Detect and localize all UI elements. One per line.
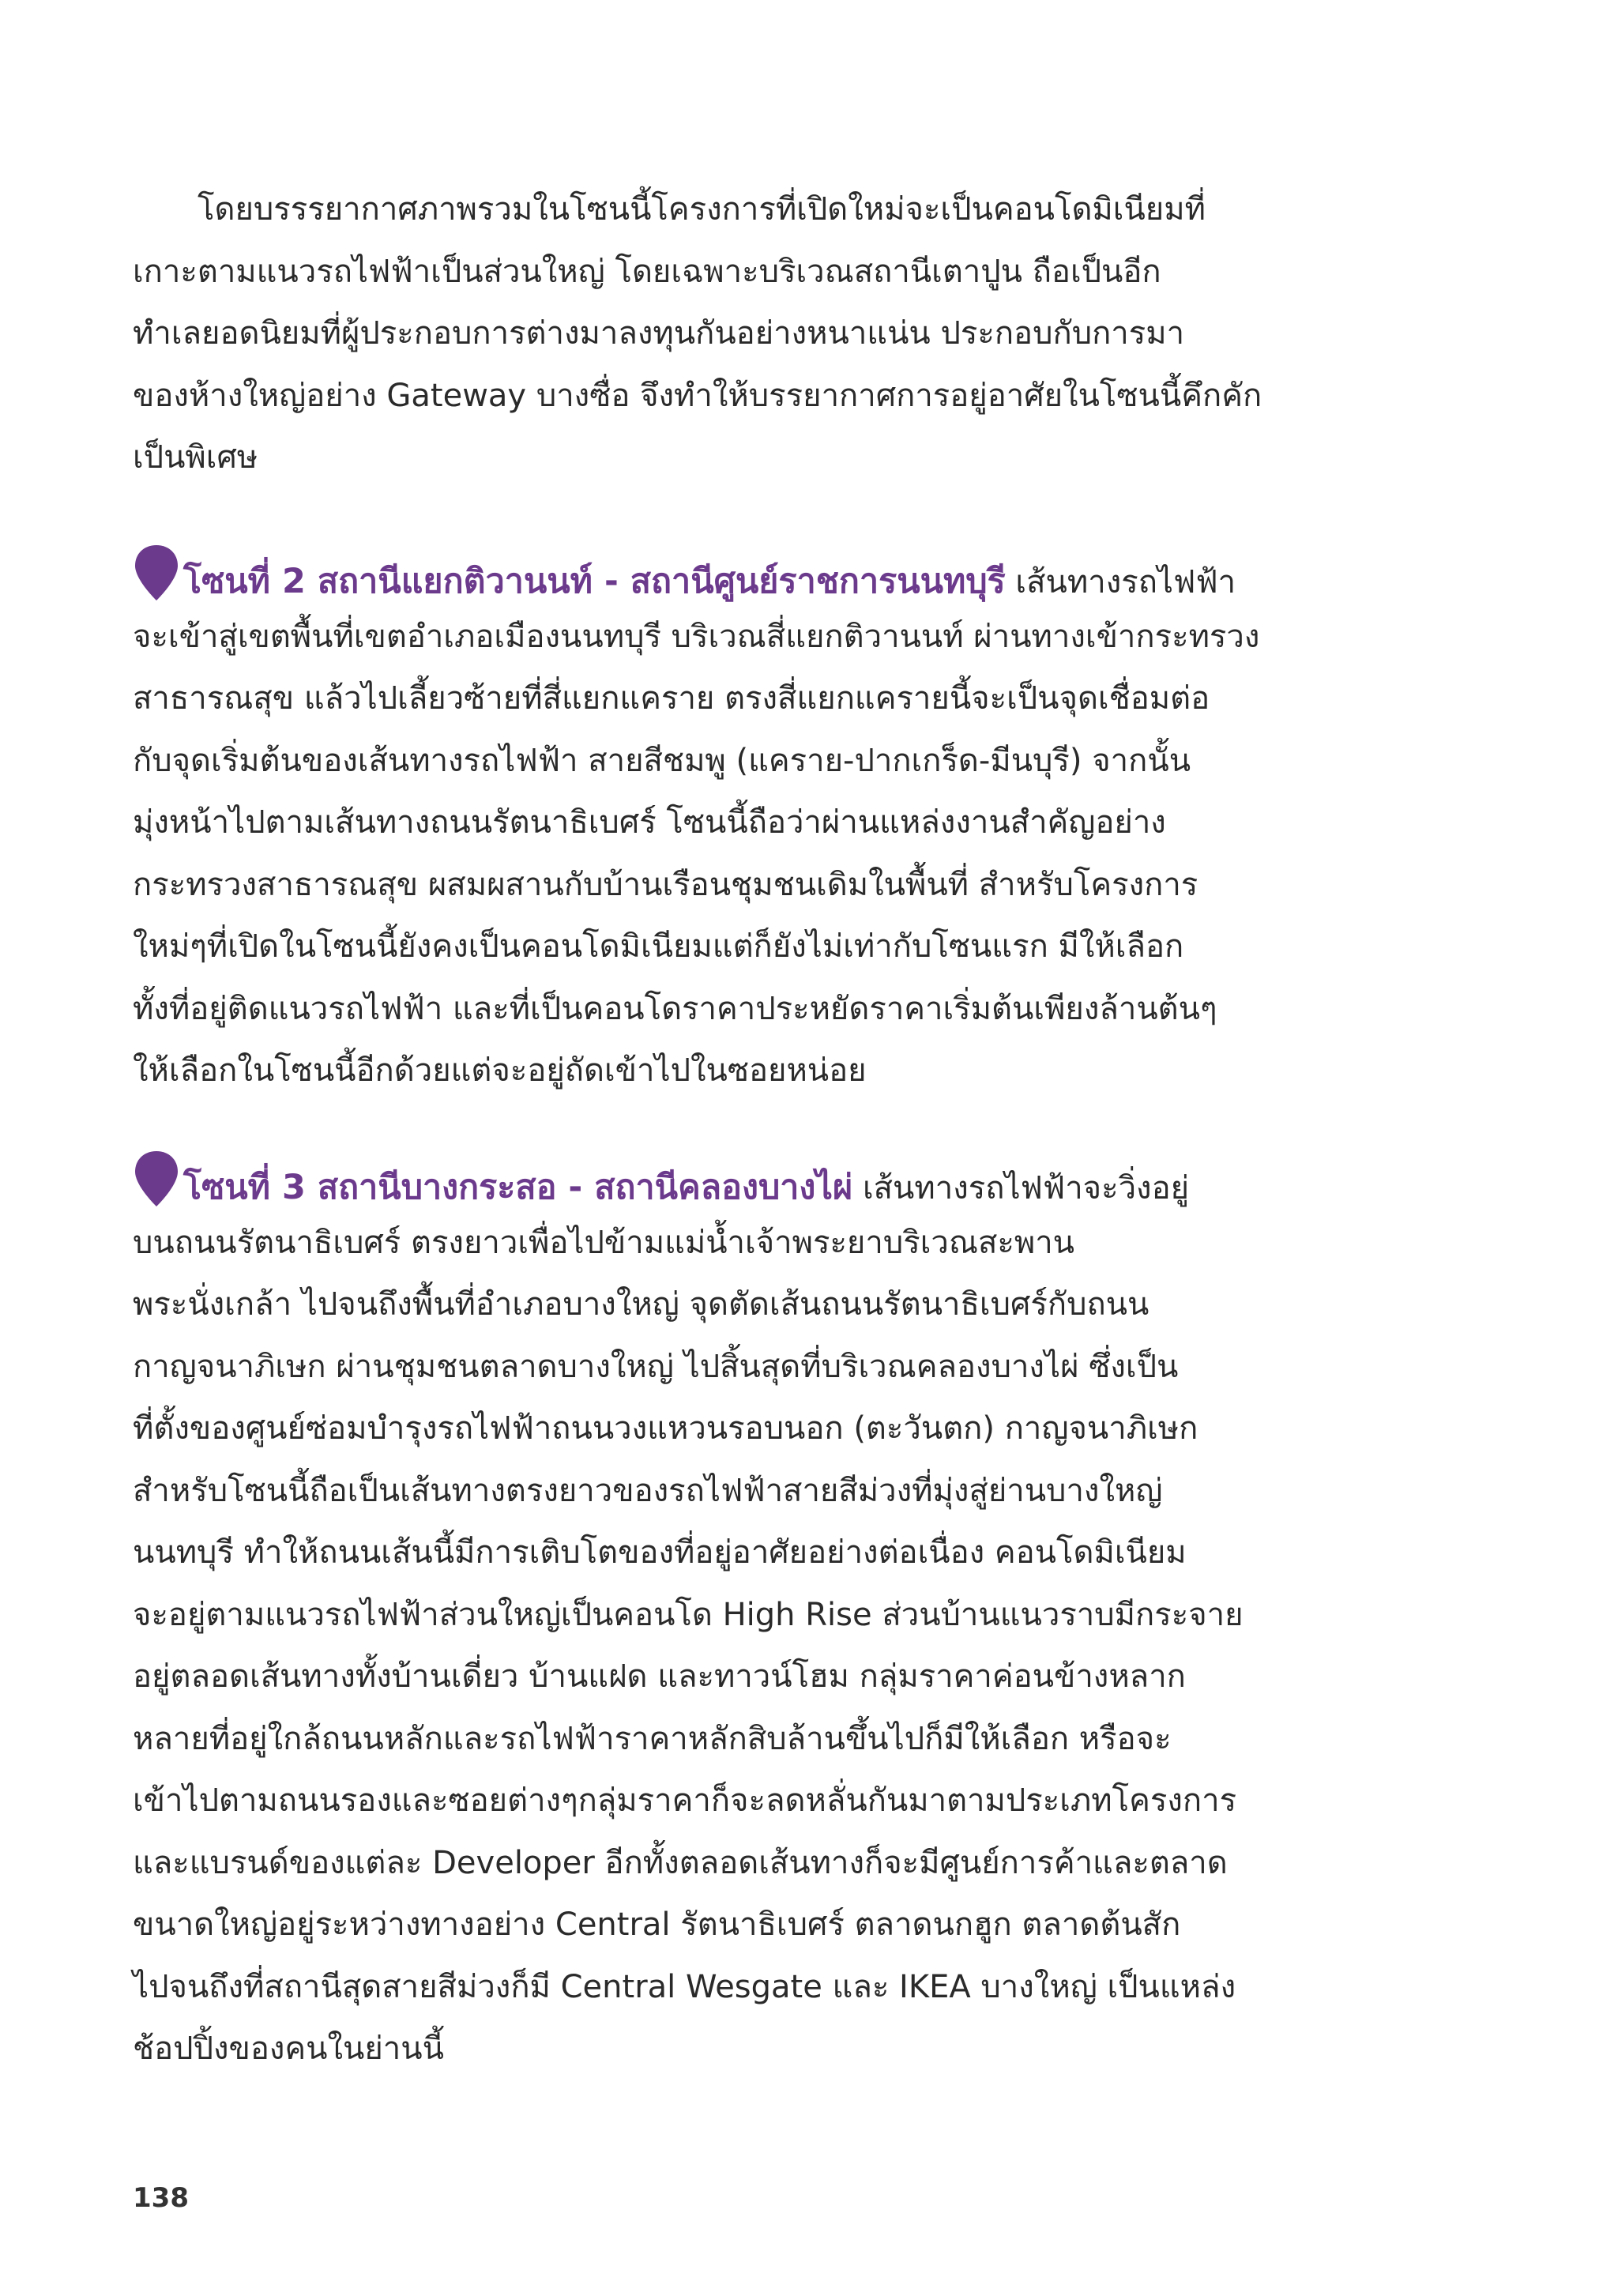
zone-3-line: ไปจนถึงที่สถานีสุดสายสีม่วงก็มี Central Wesgate และ IKEA บางใหญ่ เป็นแหล่ง <box>133 1968 1236 2005</box>
zone-3-line: ขนาดใหญ่อยู่ระหว่างทางอย่าง Central รัตนาธิเบศร์ ตลาดนกฮูก ตลาดต้นสัก <box>133 1906 1181 1943</box>
zone-3-section <box>133 1150 1413 2080</box>
zone-2-line: จะเข้าสู่เขตพื้นที่เขตอำเภอเมืองนนทบุรี บริเวณสี่แยกติวานนท์ ผ่านทางเข้ากระทรวง <box>133 618 1260 655</box>
map-pin-icon <box>133 544 180 602</box>
zone-2-heading: โซนที่ 2 สถานีแยกติวานนท์ - สถานีศูนย์ราชการนนทบุรี <box>183 562 1006 601</box>
zone-3-line: อยู่ตลอดเส้นทางทั้งบ้านเดี่ยว บ้านแฝด และทาวน์โฮม กลุ่มราคาค่อนข้างหลาก <box>133 1658 1186 1695</box>
zone-3-line: พระนั่งเกล้า ไปจนถึงพื้นที่อำเภอบางใหญ่ จุดตัดเส้นถนนรัตนาธิเบศร์กับถนน <box>133 1286 1150 1323</box>
intro-line: ทำเลยอดนิยมที่ผู้ประกอบการต่างมาลงทุนกันอย่างหนาแน่น ประกอบกับการมา <box>133 315 1185 352</box>
map-pin-icon <box>133 1150 180 1208</box>
page-number: 138 <box>133 2182 189 2214</box>
zone-3-line: กาญจนาภิเษก ผ่านชุมชนตลาดบางใหญ่ ไปสิ้นสุดที่บริเวณคลองบางไผ่ ซึ่งเป็น <box>133 1348 1179 1385</box>
zone-2-first-line <box>133 544 1413 606</box>
zone-2-line: มุ่งหน้าไปตามเส้นทางถนนรัตนาธิเบศร์ โซนนี้ถือว่าผ่านแหล่งงานสำคัญอย่าง <box>133 804 1166 841</box>
zone-3-line: บนถนนรัตนาธิเบศร์ ตรงยาวเพื่อไปข้ามแม่น้ำเจ้าพระยาบริเวณสะพาน <box>133 1224 1075 1261</box>
zone-2-line: ทั้งที่อยู่ติดแนวรถไฟฟ้า และที่เป็นคอนโดราคาประหยัดราคาเริ่มต้นเพียงล้านต้นๆ <box>133 990 1217 1027</box>
intro-line: ของห้างใหญ่อย่าง Gateway บางซื่อ จึงทำให้บรรยากาศการอยู่อาศัยในโซนนี้คึกคัก <box>133 377 1262 414</box>
intro-line: เกาะตามแนวรถไฟฟ้าเป็นส่วนใหญ่ โดยเฉพาะบริเวณสถานีเตาปูน ถือเป็นอีก <box>133 253 1161 290</box>
zone-2-first-line-text: เส้นทางรถไฟฟ้า <box>1005 564 1236 600</box>
zone-2-section <box>133 544 1413 1102</box>
zone-2-line: กระทรวงสาธารณสุข ผสมผสานกับบ้านเรือนชุมชนเดิมในพื้นที่ สำหรับโครงการ <box>133 866 1198 903</box>
intro-line: เป็นพิเศษ <box>133 439 258 476</box>
intro-line: โดยบรรรยากาศภาพรวมในโซนนี้โครงการที่เปิดใหม่จะเป็นคอนโดมิเนียมที่ <box>198 191 1206 228</box>
intro-paragraph <box>133 179 1413 489</box>
zone-3-line: ที่ตั้งของศูนย์ซ่อมบำรุงรถไฟฟ้าถนนวงแหวนรอบนอก (ตะวันตก) กาญจนาภิเษก <box>133 1410 1198 1447</box>
zone-2-line: กับจุดเริ่มต้นของเส้นทางรถไฟฟ้า สายสีชมพู (แคราย-ปากเกร็ด-มีนบุรี) จากนั้น <box>133 742 1191 779</box>
zone-3-line: และแบรนด์ของแต่ละ Developer อีกทั้งตลอดเส้นทางก็จะมีศูนย์การค้าและตลาด <box>133 1844 1228 1881</box>
zone-3-first-line <box>133 1150 1413 1212</box>
zone-3-line: จะอยู่ตามแนวรถไฟฟ้าส่วนใหญ่เป็นคอนโด High Rise ส่วนบ้านแนวราบมีกระจาย <box>133 1596 1244 1633</box>
zone-3-heading: โซนที่ 3 สถานีบางกระสอ - สถานีคลองบางไผ่ <box>183 1168 853 1207</box>
zone-3-line: หลายที่อยู่ใกล้ถนนหลักและรถไฟฟ้าราคาหลักสิบล้านขึ้นไปก็มีให้เลือก หรือจะ <box>133 1720 1172 1757</box>
zone-3-line: สำหรับโซนนี้ถือเป็นเส้นทางตรงยาวของรถไฟฟ้าสายสีม่วงที่มุ่งสู่ย่านบางใหญ่ <box>133 1472 1163 1509</box>
zone-2-line: ใหม่ๆที่เปิดในโซนนี้ยังคงเป็นคอนโดมิเนียมแต่ก็ยังไม่เท่ากับโซนแรก มีให้เลือก <box>133 928 1184 965</box>
zone-2-line: ให้เลือกในโซนนี้อีกด้วยแต่จะอยู่ถัดเข้าไปในซอยหน่อย <box>133 1052 867 1089</box>
zone-3-line: ช้อปปิ้งของคนในย่านนี้ <box>133 2031 444 2067</box>
zone-3-first-line-text: เส้นทางรถไฟฟ้าจะวิ่งอยู่ <box>852 1170 1190 1206</box>
zone-2-line: สาธารณสุข แล้วไปเลี้ยวซ้ายที่สี่แยกแคราย ตรงสี่แยกแครายนี้จะเป็นจุดเชื่อมต่อ <box>133 680 1210 717</box>
zone-3-line: เข้าไปตามถนนรองและซอยต่างๆกลุ่มราคาก็จะลดหลั่นกันมาตามประเภทโครงการ <box>133 1782 1237 1819</box>
zone-3-line: นนทบุรี ทำให้ถนนเส้นนี้มีการเติบโตของที่อยู่อาศัยอย่างต่อเนื่อง คอนโดมิเนียม <box>133 1534 1187 1571</box>
